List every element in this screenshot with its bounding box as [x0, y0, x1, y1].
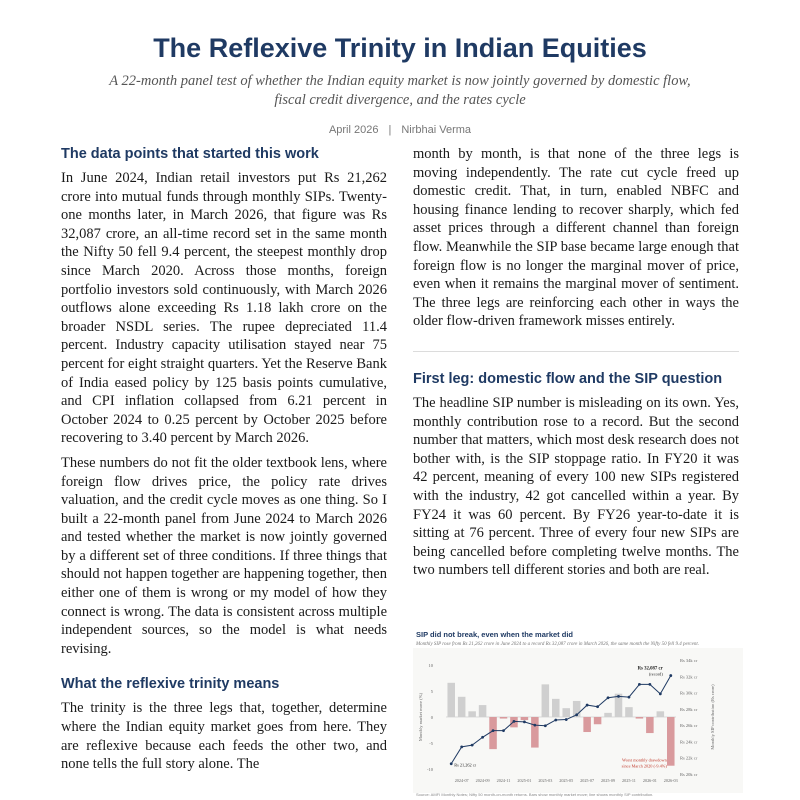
sip-line: [451, 676, 671, 764]
right-tick-label: Rs 30k cr: [680, 690, 698, 696]
article-title: The Reflexive Trinity in Indian Equities: [153, 33, 647, 63]
paragraph: These numbers do not fit the older textbook lens, where foreign flow drives price, the policy rate drives valuation, and the credit cycle moves as one thing. So I built a 22-month panel from June 2024 to March 2026 and tested whether the market is now jointly governed by a different set of three conditions. If three things that should not happen together are happening together, then either one of them is wrong or my model of how they connect is wrong. The data is consistent across multiple independent sources, so the model is what needs revising.: [61, 454, 387, 657]
market-move-bar: [646, 717, 654, 733]
section-divider: [413, 351, 739, 352]
sip-point: [617, 695, 620, 698]
x-tick-label: 2025-07: [580, 778, 595, 783]
x-tick-label: 2024-09: [475, 778, 490, 783]
market-move-bar: [479, 705, 487, 717]
right-tick-label: Rs 20k cr: [680, 772, 698, 777]
section-heading-reflexive-trinity: What the reflexive trinity means: [61, 676, 280, 693]
x-tick-label: 2024-11: [496, 778, 511, 783]
right-column: [413, 145, 739, 586]
sip-point: [513, 720, 516, 723]
sip-point: [450, 762, 453, 765]
sip-point: [648, 683, 651, 686]
annotation-record-sub: (record): [648, 671, 663, 677]
figure-subtitle: Monthly SIP rose from Rs 21,262 crore in June 2024 to a record Rs 32,087 crore in March 2026, the same month the Nifty 50 fell 9.4 percent.: [416, 642, 700, 647]
byline: [0, 124, 800, 136]
x-tick-label: 2026-03: [663, 778, 678, 783]
byline-separator: |: [388, 124, 392, 136]
left-axis-label: Monthly market move (%): [418, 692, 423, 742]
right-tick-label: Rs 24k cr: [680, 739, 698, 745]
annotation-start: Rs 21,262 cr: [454, 762, 477, 768]
x-tick-label: 2026-01: [642, 778, 657, 783]
figure-source: Source: AMFI Monthly Notes; Nifty 50 month-on-month returns. Bars show monthly market move; line shows monthly SIP contribution.: [416, 792, 654, 797]
sip-point: [481, 736, 484, 739]
sip-point: [492, 729, 495, 732]
sip-point: [523, 720, 526, 723]
right-tick-label: Rs 26k cr: [680, 723, 698, 729]
sip-point: [460, 745, 463, 748]
left-tick-label: 10: [428, 663, 433, 669]
left-tick-label: 5: [430, 689, 433, 695]
sip-point: [533, 724, 536, 727]
market-move-bar: [458, 697, 466, 717]
section-heading-first-leg: First leg: domestic flow and the SIP question: [413, 370, 723, 387]
sip-point: [586, 704, 589, 707]
market-move-bar: [500, 717, 508, 719]
market-move-bar: [468, 711, 476, 717]
sip-point: [607, 696, 610, 699]
market-move-bar: [562, 708, 570, 717]
sip-point: [565, 718, 568, 721]
market-move-bar: [583, 717, 591, 732]
paragraph: The headline SIP number is misleading on its own. Yes, monthly contribution rose to a record. But the second number that matters, which most desk research does not bother with, is the SIP stoppage ratio. In FY20 it was 42 percent, meaning of every 100 new SIPs registered with the industry, 42 got cancelled within a year. By FY24 it was 60 percent. By FY26 year-to-date it is sitting at 76 percent. Three of every four new SIPs are being cancelled before completing twelve months. The two numbers tell different stories and both are real.: [413, 394, 739, 579]
annotation-drawdown: Worst monthly drawdown: [621, 757, 667, 763]
sip-point: [575, 713, 578, 716]
x-tick-label: 2025-05: [559, 778, 574, 783]
market-move-bar: [552, 699, 560, 717]
sip-point: [638, 683, 641, 686]
sip-point: [596, 705, 599, 708]
right-axis-label: Monthly SIP contribution (Rs crore): [710, 684, 715, 750]
section-heading-data-points: The data points that started this work: [61, 146, 319, 162]
annotation-record: Rs 32,087 cr: [637, 666, 663, 672]
sip-point: [471, 744, 474, 747]
article-subtitle: A 22-month panel test of whether the Indian equity market is now jointly governed by domestic flow, fiscal credit divergence, and the rates cycle: [109, 73, 691, 108]
sip-chart-figure: [413, 630, 743, 800]
right-tick-label: Rs 34k cr: [680, 658, 698, 663]
market-move-bar: [542, 684, 550, 717]
left-tick-label: -10: [427, 766, 433, 772]
sip-point: [659, 692, 662, 695]
market-move-bar: [531, 717, 539, 748]
paragraph: In June 2024, Indian retail investors put Rs 21,262 crore into mutual funds through monthly SIPs. Twenty-one months later, in March 2026, that figure was Rs 32,087 crore, an all-time record set in the same month the Nifty 50 fell 9.4 percent, the steepest monthly drop since March 2020. Across those months, foreign portfolio investors sold continuously, with March 2026 outflows alone exceeding Rs 1.18 lakh crore on the broader NSDL series. The rupee depreciated 11.4 percent. Industry capacity utilisation stayed near 75 percent for eight straight quarters. Yet the Reserve Bank of India eased policy by 125 basis points cumulative, and CPI inflation collapsed from 6.21 percent in October 2024 to 0.25 percent by October 2025 before recovering to 3.40 percent by March 2026.: [61, 170, 387, 447]
left-tick-label: -5: [429, 740, 433, 746]
right-tick-label: Rs 22k cr: [680, 755, 698, 761]
market-move-bar: [625, 707, 633, 717]
author-name: Nirbhai Verma: [401, 124, 472, 136]
market-move-bar: [636, 717, 644, 719]
market-move-bar: [447, 683, 455, 717]
x-tick-label: 2025-09: [601, 778, 616, 783]
sip-point: [628, 696, 631, 699]
x-tick-label: 2025-11: [622, 778, 636, 783]
figure-title: SIP did not break, even when the market did: [416, 630, 573, 639]
sip-point: [544, 724, 547, 727]
sip-point: [554, 719, 557, 722]
market-move-bar: [489, 717, 497, 749]
left-tick-label: 0: [430, 715, 433, 720]
x-tick-label: 2025-03: [538, 778, 553, 783]
market-move-bar: [604, 713, 612, 717]
paragraph: month by month, is that none of the three legs is moving independently. The rate cut cycle freed up domestic credit. That, in turn, enabled NBFC and housing finance lending to recover sharply, which fed asset prices through a different channel than foreign flow. Meanwhile the SIP base became large enough that foreign flow is no longer the marginal mover of price, even when it remains the marginal mover of sentiment. The three legs are reinforcing each other in ways the older flow-driven framework misses entirely.: [413, 146, 739, 330]
sip-point: [669, 674, 672, 677]
left-column: [61, 145, 387, 780]
sip-chart: [413, 648, 743, 793]
annotation-drawdown-sub: since March 2020 (-9.4%): [621, 763, 667, 769]
market-move-bar: [521, 717, 529, 720]
right-tick-label: Rs 28k cr: [680, 706, 698, 712]
x-tick-label: 2025-01: [517, 778, 532, 783]
market-move-bar: [594, 717, 602, 724]
sip-point: [502, 729, 505, 732]
publish-date: April 2026: [328, 124, 379, 136]
paragraph: The trinity is the three legs that, together, determine where the Indian equity market goes from here. They are reflexive because each feeds the other two, and none tells the full story alone. The: [61, 700, 387, 773]
right-tick-label: Rs 32k cr: [680, 674, 698, 680]
x-tick-label: 2024-07: [454, 778, 469, 783]
market-move-bar: [657, 711, 665, 717]
market-move-bar: [667, 717, 675, 766]
